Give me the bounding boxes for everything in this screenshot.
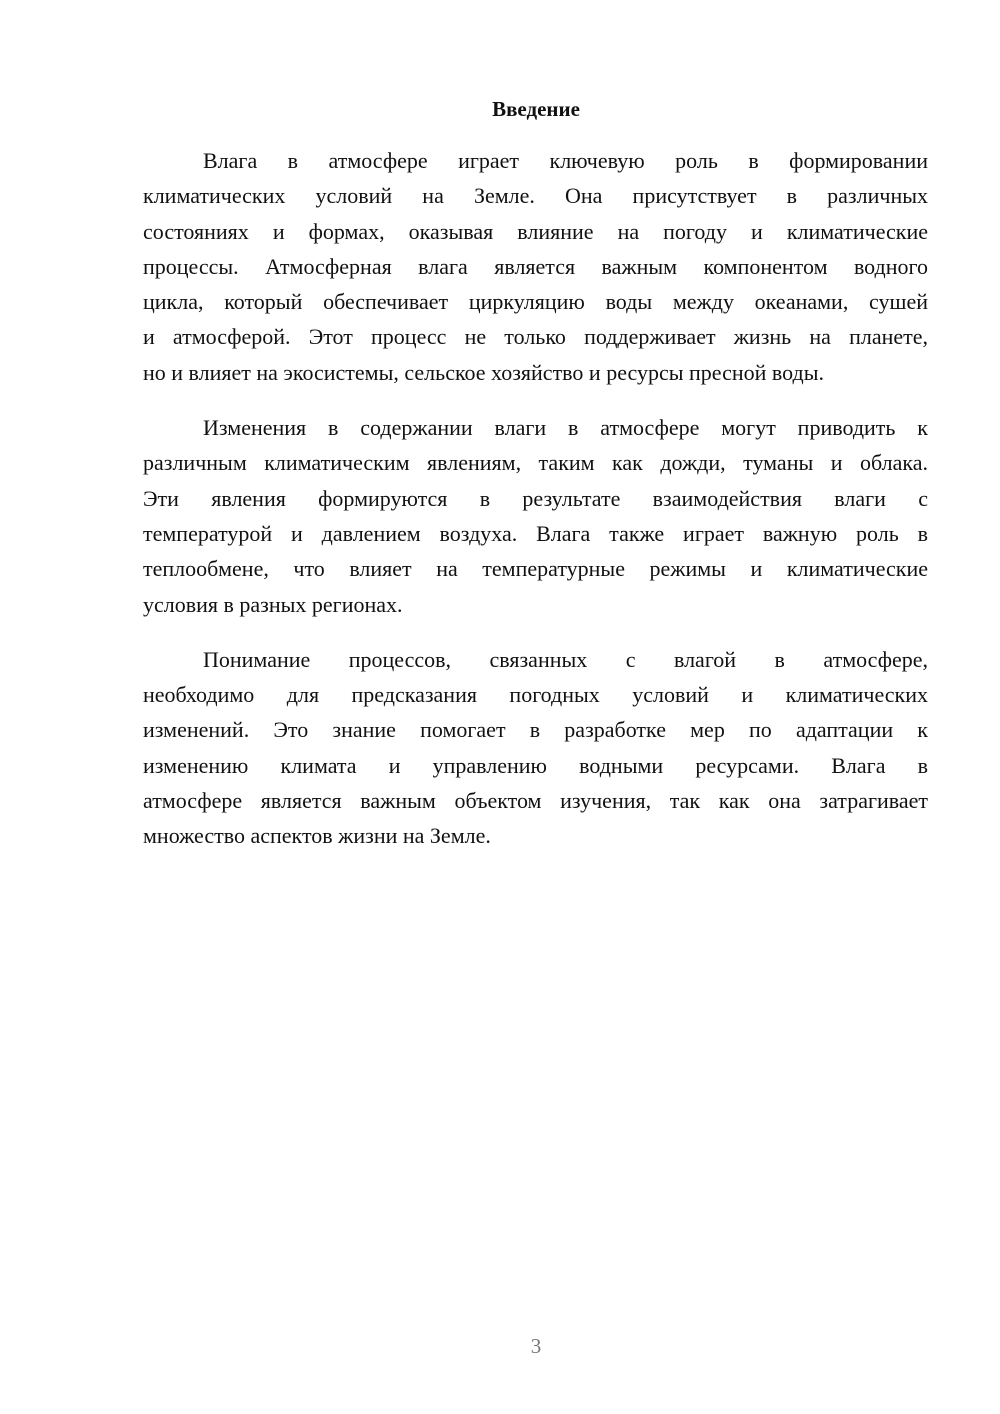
paragraph-line: процессы. Атмосферная влага является важным компонентом водного xyxy=(143,253,928,279)
page-title: Введение xyxy=(492,97,580,121)
paragraph-line: изменению климата и управлению водными ресурсами. Влага в xyxy=(143,752,928,778)
document-body xyxy=(143,143,928,874)
paragraph-line: цикла, который обеспечивает циркуляцию воды между океанами, сушей xyxy=(143,289,928,315)
paragraph-line: температурой и давлением воздуха. Влага также играет важную роль в xyxy=(143,520,928,546)
paragraph-line: Понимание процессов, связанных с влагой в атмосфере, xyxy=(203,646,928,672)
paragraph xyxy=(143,642,928,854)
page-number: 3 xyxy=(530,1334,542,1358)
paragraph-line: и атмосферой. Этот процесс не только поддерживает жизнь на планете, xyxy=(143,324,928,350)
paragraph-line: условия в разных регионах. xyxy=(143,591,403,617)
paragraph-line: Влага в атмосфере играет ключевую роль в формировании xyxy=(203,148,928,173)
paragraph-line: атмосфере является важным объектом изучения, так как она затрагивает xyxy=(143,788,928,814)
paragraph-line: изменений. Это знание помогает в разработке мер по адаптации к xyxy=(143,717,928,743)
paragraph-line: теплообмене, что влияет на температурные режимы и климатические xyxy=(143,556,928,582)
paragraph-line: Изменения в содержании влаги в атмосфере могут приводить к xyxy=(203,415,928,441)
paragraph-line: но и влияет на экосистемы, сельское хозяйство и ресурсы пресной воды. xyxy=(143,359,825,385)
paragraph xyxy=(143,143,928,390)
paragraph-line: множество аспектов жизни на Земле. xyxy=(143,823,491,849)
paragraph-line: различным климатическим явлениям, таким как дожди, туманы и облака. xyxy=(143,450,928,476)
paragraph xyxy=(143,410,928,622)
paragraph-line: Эти явления формируются в результате взаимодействия влаги с xyxy=(143,485,928,511)
paragraph-line: состояниях и формах, оказывая влияние на погоду и климатические xyxy=(143,218,928,244)
paragraph-line: необходимо для предсказания погодных условий и климатических xyxy=(143,682,928,708)
paragraph-line: климатических условий на Земле. Она присутствует в различных xyxy=(143,183,928,209)
